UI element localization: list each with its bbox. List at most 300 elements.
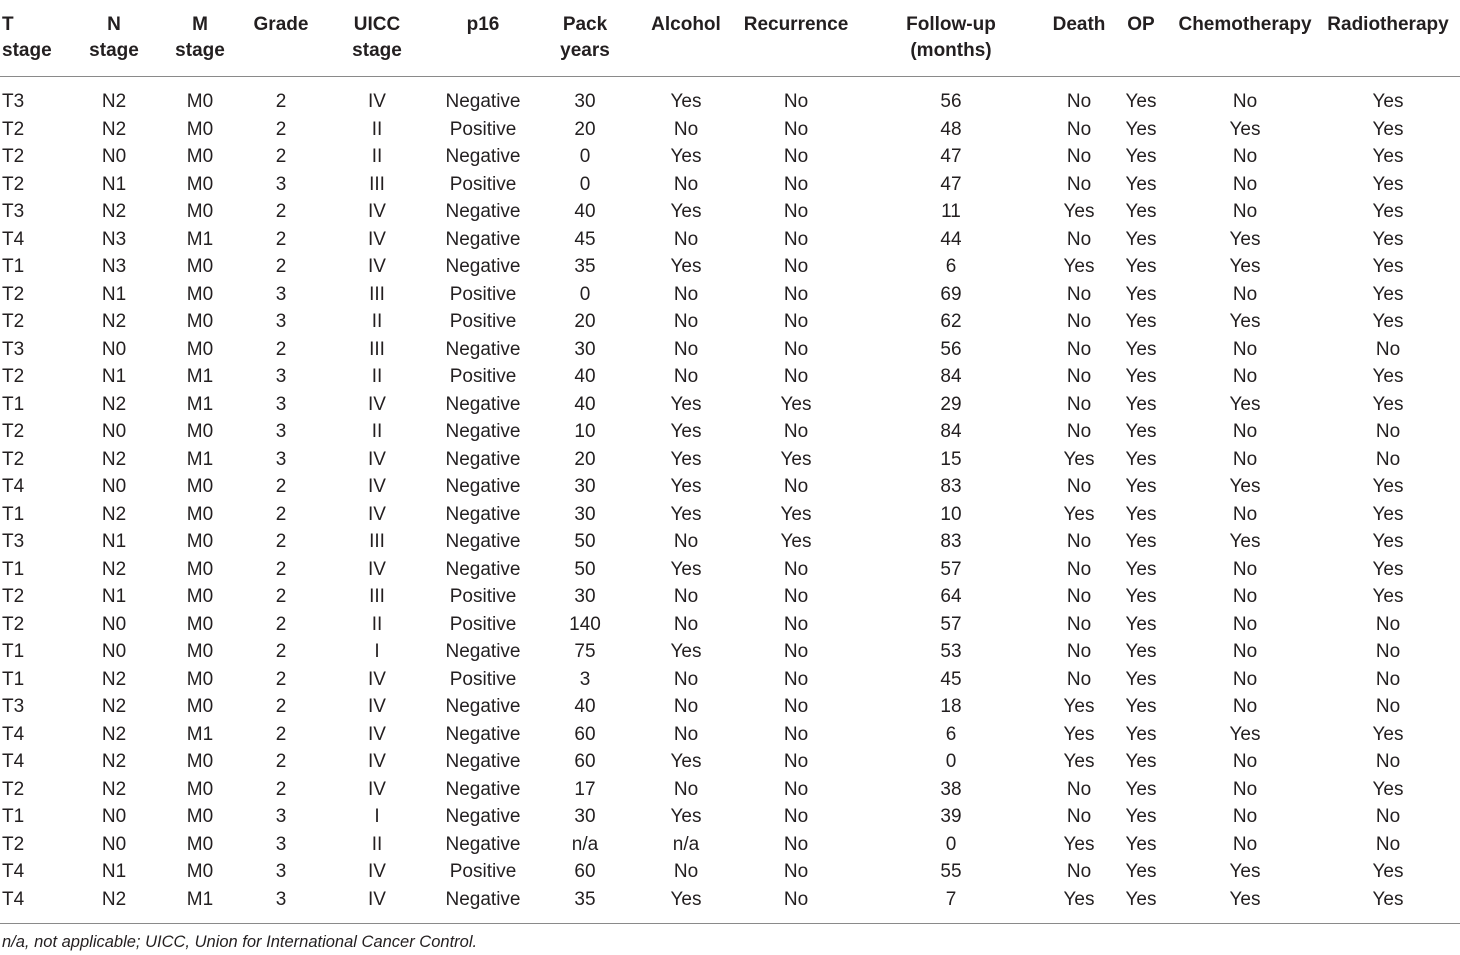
cell-pack-years: 30 <box>574 586 596 607</box>
cell-op: Yes <box>1125 283 1157 305</box>
cell-alcohol: Yes <box>670 201 702 222</box>
cell-t-stage: T2 <box>2 778 25 800</box>
cell-pack-years: 20 <box>574 448 596 470</box>
cell-pack-years: 30 <box>574 338 596 360</box>
cell-grade: 2 <box>275 201 287 222</box>
cell-grade: 3 <box>275 833 287 855</box>
cell-alcohol: No <box>673 696 699 717</box>
cell-follow-up: 6 <box>945 723 957 745</box>
cell-recurrence: Yes <box>780 393 812 415</box>
header-row <box>0 0 1460 77</box>
table-row <box>0 858 1460 886</box>
cell-radiotherapy: No <box>1375 833 1401 855</box>
cell-p16: Negative <box>445 558 521 580</box>
cell-follow-up: 29 <box>940 393 962 415</box>
cell-op: Yes <box>1125 806 1157 827</box>
cell-grade: 3 <box>275 283 287 305</box>
cell-uicc-stage: II <box>371 833 383 855</box>
cell-m-stage: M1 <box>186 228 214 250</box>
cell-recurrence: No <box>783 641 809 662</box>
cell-op: Yes <box>1125 861 1157 882</box>
cell-n-stage: N0 <box>101 476 127 497</box>
cell-op: Yes <box>1125 668 1157 690</box>
cell-follow-up: 69 <box>940 283 962 305</box>
cell-grade: 2 <box>275 558 287 580</box>
cell-op: Yes <box>1125 146 1157 167</box>
cell-pack-years: 20 <box>574 118 596 140</box>
cell-chemotherapy: No <box>1232 338 1258 360</box>
cell-chemotherapy: Yes <box>1229 861 1261 882</box>
cell-follow-up: 53 <box>940 641 962 662</box>
cell-pack-years: n/a <box>571 833 599 855</box>
cell-alcohol: No <box>673 173 699 195</box>
cell-n-stage: N0 <box>101 146 127 167</box>
cell-p16: Negative <box>445 91 521 112</box>
cell-n-stage: N2 <box>101 751 127 772</box>
cell-chemotherapy: No <box>1232 146 1258 167</box>
cell-radiotherapy: No <box>1375 338 1401 360</box>
cell-radiotherapy: Yes <box>1372 311 1404 332</box>
cell-m-stage: M0 <box>186 751 214 772</box>
cell-t-stage: T1 <box>2 668 25 690</box>
cell-p16: Positive <box>449 311 517 332</box>
column-header-p16: p16 <box>428 0 538 77</box>
cell-chemotherapy: No <box>1232 751 1258 772</box>
cell-t-stage: T4 <box>2 751 25 772</box>
cell-alcohol: Yes <box>670 641 702 662</box>
cell-grade: 2 <box>275 696 287 717</box>
cell-grade: 3 <box>275 448 287 470</box>
cell-p16: Negative <box>445 641 521 662</box>
cell-recurrence: No <box>783 833 809 855</box>
cell-p16: Negative <box>445 806 521 827</box>
cell-t-stage: T2 <box>2 146 25 167</box>
cell-p16: Negative <box>445 751 521 772</box>
cell-pack-years: 0 <box>579 146 591 167</box>
cell-p16: Negative <box>445 723 521 745</box>
cell-t-stage: T1 <box>2 806 25 827</box>
cell-grade: 2 <box>275 228 287 250</box>
cell-alcohol: No <box>673 338 699 360</box>
cell-pack-years: 30 <box>574 476 596 497</box>
cell-n-stage: N1 <box>101 586 127 607</box>
cell-t-stage: T2 <box>2 173 25 195</box>
cell-chemotherapy: No <box>1232 448 1258 470</box>
cell-radiotherapy: Yes <box>1372 723 1404 745</box>
cell-follow-up: 57 <box>940 558 962 580</box>
cell-alcohol: No <box>673 228 699 250</box>
cell-chemotherapy: Yes <box>1229 531 1261 552</box>
cell-pack-years: 20 <box>574 311 596 332</box>
cell-n-stage: N2 <box>101 778 127 800</box>
cell-t-stage: T3 <box>2 696 25 717</box>
cell-alcohol: Yes <box>670 256 702 277</box>
cell-n-stage: N3 <box>101 228 127 250</box>
cell-grade: 3 <box>275 393 287 415</box>
cell-uicc-stage: IV <box>368 558 386 580</box>
cell-recurrence: No <box>783 476 809 497</box>
cell-m-stage: M0 <box>186 476 214 497</box>
column-header-t-stage: T stage <box>0 0 64 77</box>
cell-n-stage: N2 <box>101 448 127 470</box>
cell-t-stage: T1 <box>2 641 25 662</box>
cell-radiotherapy: Yes <box>1372 256 1404 277</box>
cell-uicc-stage: II <box>371 118 383 140</box>
cell-t-stage: T1 <box>2 558 25 580</box>
cell-death: No <box>1066 283 1092 305</box>
cell-recurrence: No <box>783 256 809 277</box>
cell-chemotherapy: No <box>1232 421 1258 442</box>
cell-recurrence: No <box>783 201 809 222</box>
cell-pack-years: 60 <box>574 861 596 882</box>
cell-follow-up: 47 <box>940 173 962 195</box>
cell-recurrence: No <box>783 228 809 250</box>
cell-recurrence: Yes <box>780 503 812 525</box>
cell-death: Yes <box>1063 751 1095 772</box>
cell-grade: 3 <box>275 421 287 442</box>
cell-uicc-stage: IV <box>368 256 386 277</box>
cell-uicc-stage: III <box>369 173 385 195</box>
cell-grade: 3 <box>275 888 287 910</box>
cell-p16: Positive <box>449 173 517 195</box>
cell-p16: Negative <box>445 228 521 250</box>
cell-radiotherapy: No <box>1375 806 1401 827</box>
cell-death: No <box>1066 641 1092 662</box>
cell-recurrence: No <box>783 806 809 827</box>
cell-pack-years: 60 <box>574 723 596 745</box>
table-row <box>0 776 1460 804</box>
cell-recurrence: No <box>783 421 809 442</box>
cell-grade: 2 <box>275 586 287 607</box>
cell-n-stage: N1 <box>101 366 127 387</box>
cell-chemotherapy: Yes <box>1229 888 1261 910</box>
cell-op: Yes <box>1125 448 1157 470</box>
cell-op: Yes <box>1125 311 1157 332</box>
cell-grade: 2 <box>275 338 287 360</box>
cell-grade: 3 <box>275 806 287 827</box>
cell-follow-up: 57 <box>940 613 962 635</box>
cell-recurrence: Yes <box>780 448 812 470</box>
cell-pack-years: 50 <box>574 531 596 552</box>
cell-uicc-stage: III <box>369 531 385 552</box>
cell-grade: 2 <box>275 256 287 277</box>
column-header-pack-years: Pack years <box>538 0 632 77</box>
cell-n-stage: N0 <box>101 421 127 442</box>
cell-pack-years: 140 <box>569 613 601 635</box>
cell-grade: 2 <box>275 503 287 525</box>
cell-follow-up: 39 <box>940 806 962 827</box>
cell-op: Yes <box>1125 888 1157 910</box>
cell-follow-up: 56 <box>940 91 962 112</box>
table-row <box>0 418 1460 446</box>
cell-radiotherapy: Yes <box>1372 201 1404 222</box>
cell-op: Yes <box>1125 476 1157 497</box>
cell-death: No <box>1066 338 1092 360</box>
cell-uicc-stage: II <box>371 311 383 332</box>
cell-p16: Negative <box>445 338 521 360</box>
table-row <box>0 693 1460 721</box>
cell-grade: 3 <box>275 366 287 387</box>
cell-chemotherapy: No <box>1232 641 1258 662</box>
cell-n-stage: N3 <box>101 256 127 277</box>
cell-op: Yes <box>1125 696 1157 717</box>
cell-m-stage: M0 <box>186 558 214 580</box>
cell-alcohol: No <box>673 118 699 140</box>
table-row <box>0 198 1460 226</box>
cell-m-stage: M0 <box>186 696 214 717</box>
cell-radiotherapy: Yes <box>1372 228 1404 250</box>
cell-follow-up: 84 <box>940 421 962 442</box>
cell-grade: 2 <box>275 476 287 497</box>
cell-alcohol: n/a <box>672 833 700 855</box>
cell-death: No <box>1066 311 1092 332</box>
cell-recurrence: No <box>783 338 809 360</box>
cell-op: Yes <box>1125 118 1157 140</box>
cell-radiotherapy: No <box>1375 421 1401 442</box>
cell-m-stage: M0 <box>186 338 214 360</box>
cell-t-stage: T3 <box>2 531 25 552</box>
cell-radiotherapy: No <box>1375 448 1401 470</box>
cell-grade: 2 <box>275 146 287 167</box>
cell-follow-up: 83 <box>940 531 962 552</box>
cell-pack-years: 35 <box>574 256 596 277</box>
cell-chemotherapy: No <box>1232 586 1258 607</box>
cell-uicc-stage: IV <box>368 91 386 112</box>
cell-uicc-stage: IV <box>368 228 386 250</box>
table-row <box>0 226 1460 254</box>
cell-m-stage: M0 <box>186 778 214 800</box>
cell-death: Yes <box>1063 888 1095 910</box>
cell-death: Yes <box>1063 448 1095 470</box>
cell-n-stage: N2 <box>101 558 127 580</box>
cell-alcohol: No <box>673 366 699 387</box>
cell-follow-up: 18 <box>940 696 962 717</box>
cell-m-stage: M0 <box>186 641 214 662</box>
cell-m-stage: M0 <box>186 503 214 525</box>
cell-uicc-stage: IV <box>368 503 386 525</box>
column-header-death: Death <box>1050 0 1108 77</box>
cell-pack-years: 40 <box>574 201 596 222</box>
cell-p16: Positive <box>449 366 517 387</box>
cell-grade: 2 <box>275 668 287 690</box>
cell-chemotherapy: Yes <box>1229 118 1261 140</box>
cell-recurrence: No <box>783 146 809 167</box>
cell-pack-years: 30 <box>574 91 596 112</box>
cell-radiotherapy: Yes <box>1372 146 1404 167</box>
cell-alcohol: Yes <box>670 751 702 772</box>
cell-m-stage: M1 <box>186 366 214 387</box>
cell-follow-up: 64 <box>940 586 962 607</box>
cell-p16: Negative <box>445 503 521 525</box>
cell-radiotherapy: Yes <box>1372 531 1404 552</box>
cell-p16: Negative <box>445 696 521 717</box>
column-header-radiotherapy: Radiotherapy <box>1316 0 1460 77</box>
cell-p16: Negative <box>445 448 521 470</box>
cell-t-stage: T2 <box>2 421 25 442</box>
cell-m-stage: M0 <box>186 118 214 140</box>
cell-t-stage: T2 <box>2 613 25 635</box>
cell-radiotherapy: Yes <box>1372 861 1404 882</box>
table-row <box>0 308 1460 336</box>
table-row <box>0 281 1460 309</box>
cell-m-stage: M0 <box>186 311 214 332</box>
cell-uicc-stage: IV <box>368 393 386 415</box>
cell-n-stage: N2 <box>101 723 127 745</box>
cell-t-stage: T2 <box>2 283 25 305</box>
cell-n-stage: N2 <box>101 503 127 525</box>
cell-radiotherapy: Yes <box>1372 586 1404 607</box>
cell-grade: 2 <box>275 91 287 112</box>
cell-death: No <box>1066 421 1092 442</box>
table-row <box>0 391 1460 419</box>
cell-alcohol: No <box>673 723 699 745</box>
cell-n-stage: N0 <box>101 338 127 360</box>
cell-p16: Negative <box>445 531 521 552</box>
cell-p16: Positive <box>449 613 517 635</box>
cell-n-stage: N2 <box>101 888 127 910</box>
column-header-chemotherapy: Chemotherapy <box>1174 0 1316 77</box>
cell-m-stage: M0 <box>186 531 214 552</box>
cell-chemotherapy: No <box>1232 668 1258 690</box>
cell-m-stage: M0 <box>186 833 214 855</box>
table-header <box>0 0 1460 77</box>
cell-chemotherapy: No <box>1232 201 1258 222</box>
cell-n-stage: N2 <box>101 668 127 690</box>
table-row <box>0 583 1460 611</box>
cell-death: No <box>1066 806 1092 827</box>
cell-death: No <box>1066 91 1092 112</box>
cell-alcohol: Yes <box>670 393 702 415</box>
cell-op: Yes <box>1125 366 1157 387</box>
cell-n-stage: N1 <box>101 861 127 882</box>
cell-m-stage: M1 <box>186 888 214 910</box>
table-body <box>0 77 1460 924</box>
cell-follow-up: 55 <box>940 861 962 882</box>
cell-recurrence: No <box>783 311 809 332</box>
column-header-alcohol: Alcohol <box>632 0 740 77</box>
cell-uicc-stage: I <box>374 641 380 662</box>
cell-recurrence: No <box>783 283 809 305</box>
cell-recurrence: No <box>783 888 809 910</box>
cell-uicc-stage: II <box>371 366 383 387</box>
cell-p16: Positive <box>449 283 517 305</box>
cell-p16: Negative <box>445 888 521 910</box>
cell-chemotherapy: No <box>1232 613 1258 635</box>
cell-uicc-stage: IV <box>368 861 386 882</box>
cell-pack-years: 17 <box>574 778 596 800</box>
cell-p16: Negative <box>445 393 521 415</box>
cell-recurrence: No <box>783 668 809 690</box>
cell-m-stage: M0 <box>186 806 214 827</box>
table-row <box>0 831 1460 859</box>
cell-death: No <box>1066 668 1092 690</box>
cell-follow-up: 47 <box>940 146 962 167</box>
cell-recurrence: No <box>783 586 809 607</box>
cell-t-stage: T4 <box>2 723 25 745</box>
cell-recurrence: Yes <box>780 531 812 552</box>
cell-chemotherapy: No <box>1232 696 1258 717</box>
cell-chemotherapy: Yes <box>1229 393 1261 415</box>
cell-radiotherapy: No <box>1375 668 1401 690</box>
cell-uicc-stage: IV <box>368 201 386 222</box>
cell-radiotherapy: No <box>1375 751 1401 772</box>
cell-alcohol: Yes <box>670 146 702 167</box>
cell-death: No <box>1066 118 1092 140</box>
column-header-uicc-stage: UICC stage <box>326 0 428 77</box>
cell-uicc-stage: IV <box>368 723 386 745</box>
cell-recurrence: No <box>783 173 809 195</box>
cell-grade: 2 <box>275 751 287 772</box>
cell-follow-up: 48 <box>940 118 962 140</box>
cell-n-stage: N0 <box>101 833 127 855</box>
cell-death: Yes <box>1063 833 1095 855</box>
cell-grade: 2 <box>275 641 287 662</box>
cell-n-stage: N2 <box>101 91 127 112</box>
cell-t-stage: T4 <box>2 861 25 882</box>
cell-recurrence: No <box>783 366 809 387</box>
cell-pack-years: 0 <box>579 173 591 195</box>
cell-radiotherapy: Yes <box>1372 778 1404 800</box>
cell-death: No <box>1066 173 1092 195</box>
cell-follow-up: 83 <box>940 476 962 497</box>
cell-chemotherapy: No <box>1232 833 1258 855</box>
cell-follow-up: 84 <box>940 366 962 387</box>
cell-chemotherapy: No <box>1232 173 1258 195</box>
cell-p16: Negative <box>445 421 521 442</box>
cell-uicc-stage: IV <box>368 448 386 470</box>
cell-t-stage: T4 <box>2 228 25 250</box>
cell-t-stage: T4 <box>2 476 25 497</box>
cell-m-stage: M0 <box>186 91 214 112</box>
cell-p16: Positive <box>449 118 517 140</box>
cell-p16: Negative <box>445 256 521 277</box>
table-row <box>0 446 1460 474</box>
cell-follow-up: 45 <box>940 668 962 690</box>
cell-recurrence: No <box>783 558 809 580</box>
table-row <box>0 77 1460 116</box>
cell-uicc-stage: IV <box>368 668 386 690</box>
cell-alcohol: Yes <box>670 503 702 525</box>
cell-pack-years: 40 <box>574 393 596 415</box>
cell-death: No <box>1066 558 1092 580</box>
cell-op: Yes <box>1125 778 1157 800</box>
cell-m-stage: M0 <box>186 668 214 690</box>
cell-death: No <box>1066 393 1092 415</box>
cell-op: Yes <box>1125 723 1157 745</box>
cell-t-stage: T1 <box>2 503 25 525</box>
cell-pack-years: 0 <box>579 283 591 305</box>
cell-n-stage: N2 <box>101 201 127 222</box>
cell-alcohol: No <box>673 531 699 552</box>
table-row <box>0 721 1460 749</box>
cell-t-stage: T2 <box>2 448 25 470</box>
cell-grade: 2 <box>275 723 287 745</box>
cell-death: No <box>1066 476 1092 497</box>
cell-death: No <box>1066 861 1092 882</box>
cell-death: Yes <box>1063 201 1095 222</box>
cell-m-stage: M1 <box>186 723 214 745</box>
cell-chemotherapy: Yes <box>1229 311 1261 332</box>
cell-pack-years: 40 <box>574 366 596 387</box>
cell-op: Yes <box>1125 751 1157 772</box>
cell-n-stage: N1 <box>101 173 127 195</box>
cell-op: Yes <box>1125 613 1157 635</box>
cell-t-stage: T2 <box>2 833 25 855</box>
cell-t-stage: T2 <box>2 311 25 332</box>
cell-n-stage: N1 <box>101 283 127 305</box>
cell-m-stage: M0 <box>186 146 214 167</box>
cell-chemotherapy: No <box>1232 778 1258 800</box>
